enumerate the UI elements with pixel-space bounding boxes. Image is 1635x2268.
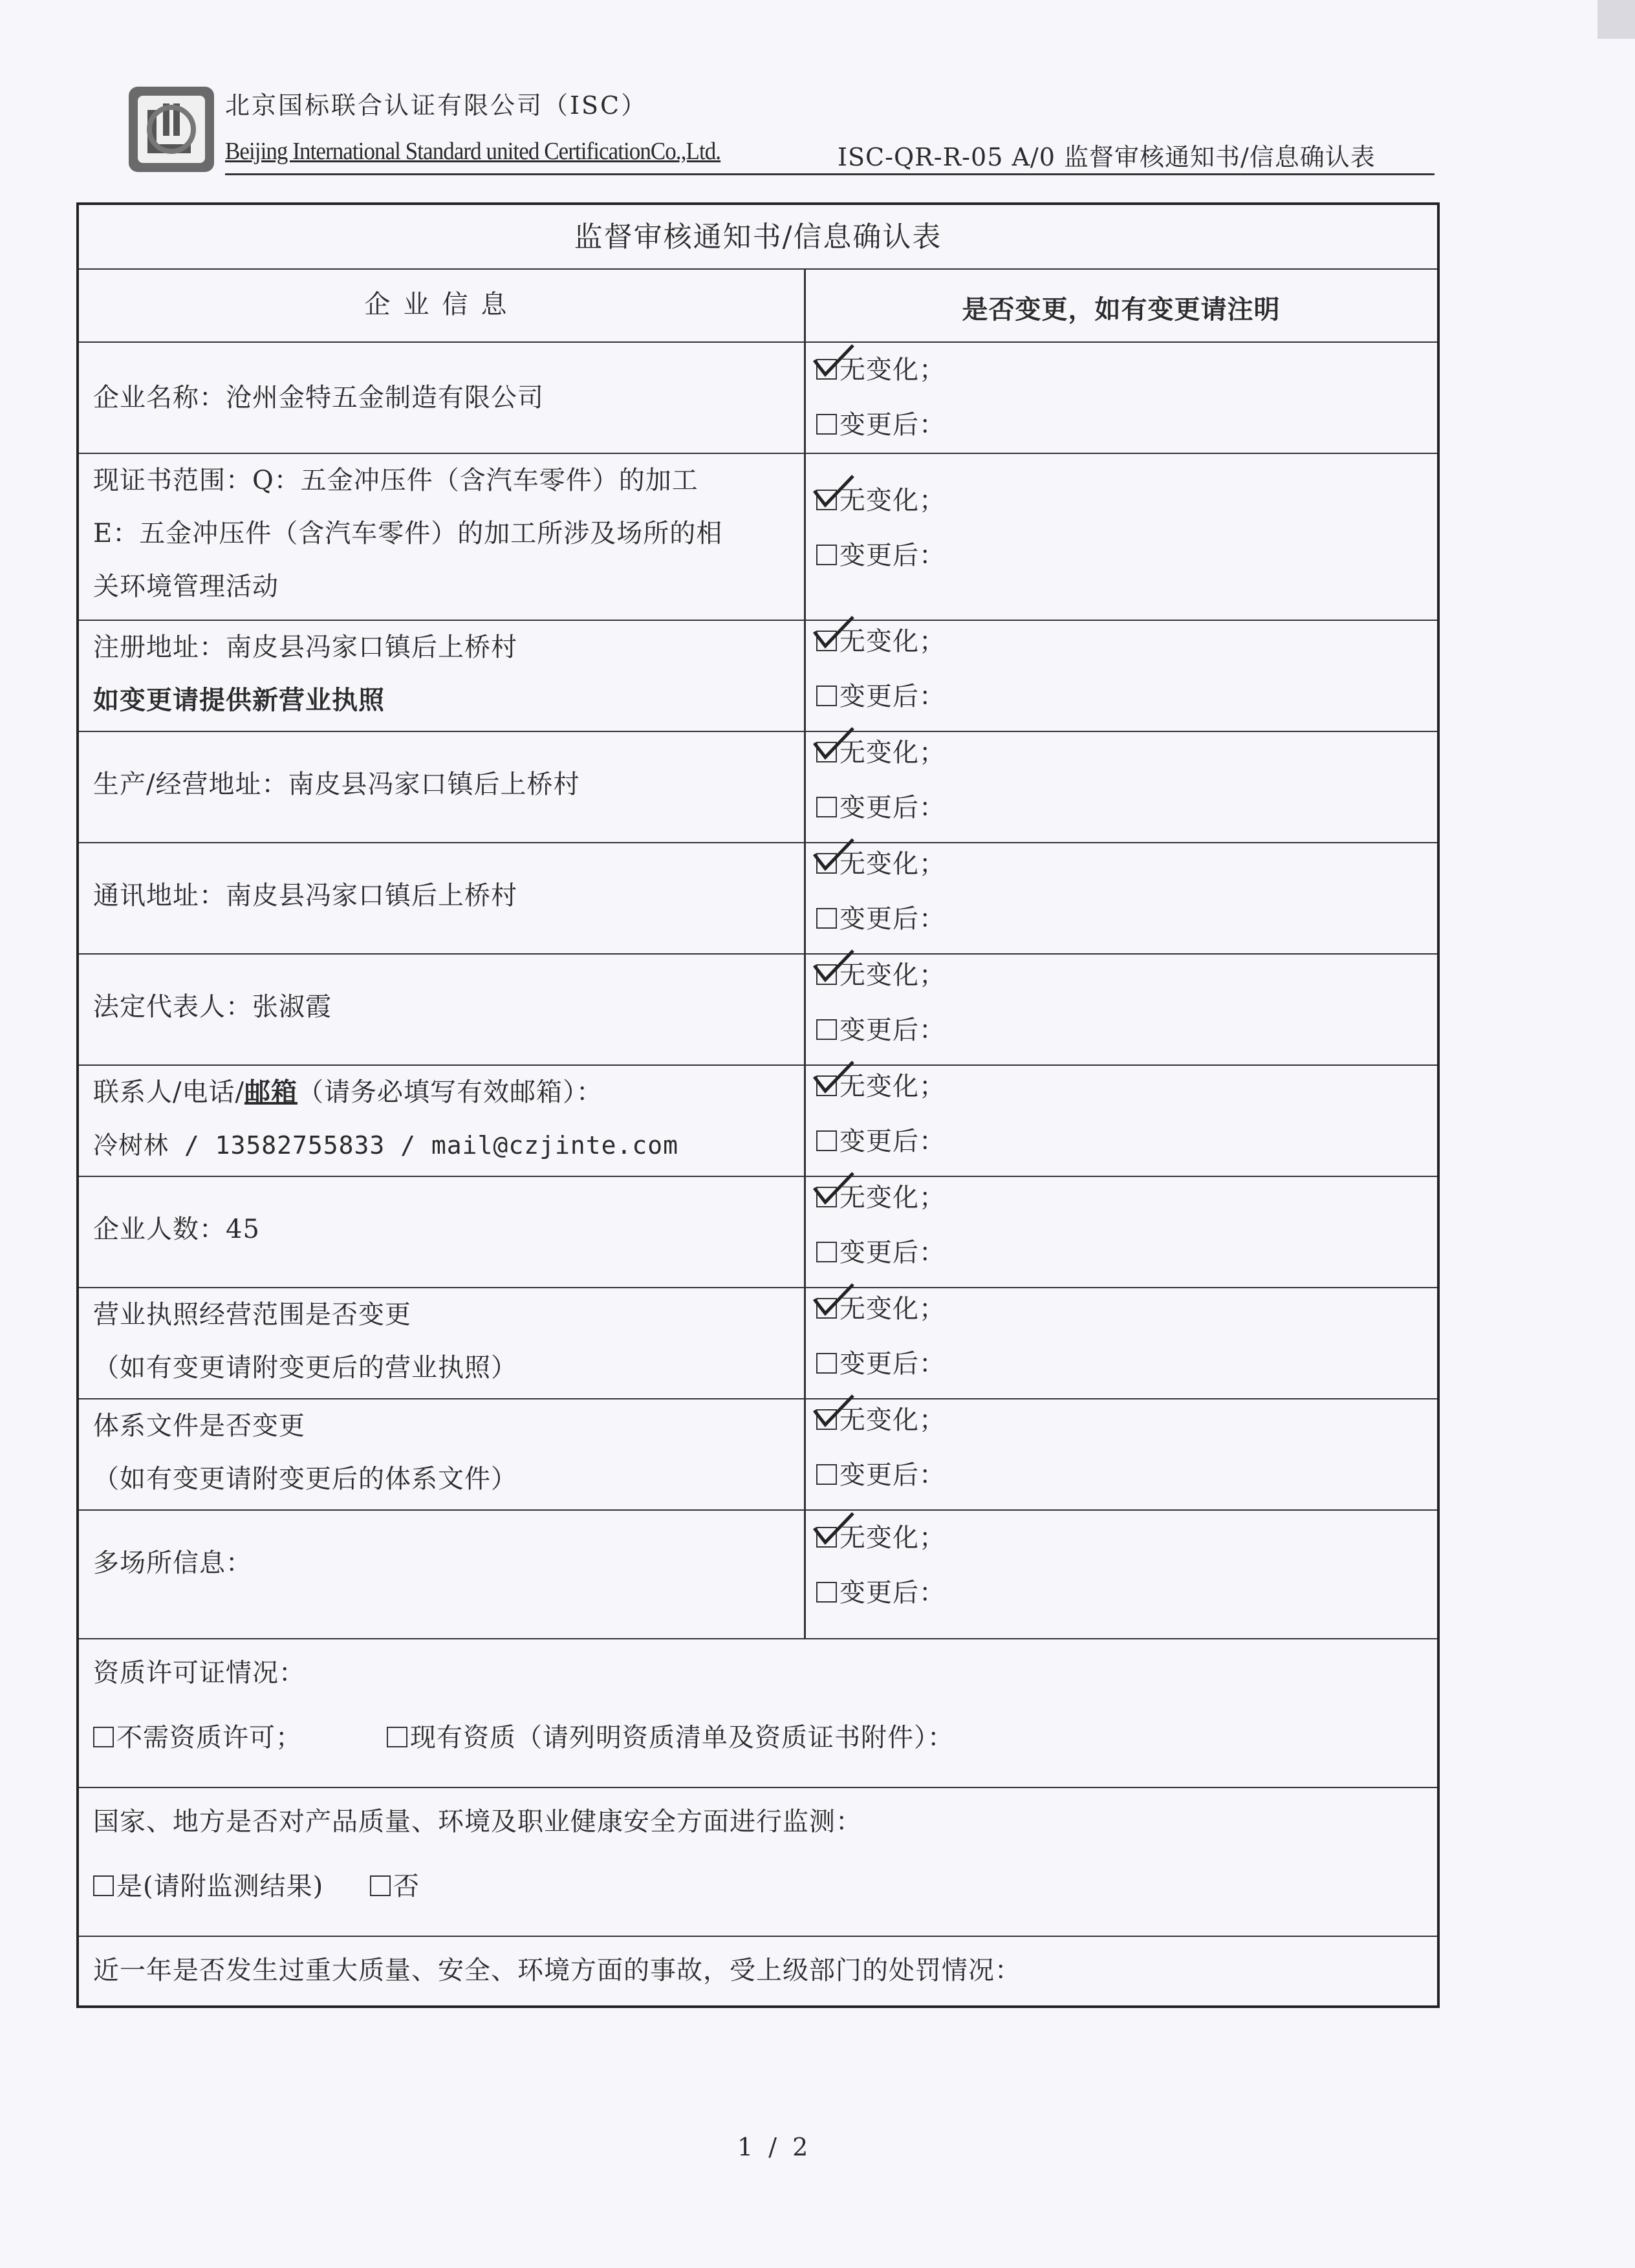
checkbox[interactable]	[816, 797, 837, 817]
checkbox[interactable]	[816, 1464, 837, 1485]
option-changed[interactable]: 变更后：	[816, 1572, 946, 1609]
isc-logo-icon	[126, 84, 217, 175]
certificate-scope-line-2: E：五金冲压件（含汽车零件）的加工所涉及场所的相	[93, 519, 723, 548]
monitoring-label: 国家、地方是否对产品质量、环境及职业健康安全方面进行监测：	[93, 1807, 862, 1837]
option-no-change[interactable]: 无变化；	[816, 480, 946, 517]
row-qualification	[79, 1639, 1437, 1788]
company-name-cn: 北京国标联合认证有限公司（ISC）	[225, 91, 648, 120]
checkmark-icon	[811, 342, 856, 381]
multi-site-label: 多场所信息：	[93, 1548, 252, 1578]
checkmark-icon	[811, 947, 856, 986]
registered-address-note: 如变更请提供新营业执照	[93, 685, 385, 715]
checkbox[interactable]	[816, 686, 837, 706]
checkmark-icon	[811, 1510, 856, 1549]
business-license-scope-label: 营业执照经营范围是否变更	[93, 1300, 411, 1330]
checkbox-checked[interactable]	[816, 1409, 837, 1430]
option-no-change[interactable]: 无变化；	[816, 1066, 946, 1103]
accidents-label: 近一年是否发生过重大质量、安全、环境方面的事故，受上级部门的处罚情况：	[93, 1956, 1021, 1985]
checkbox[interactable]	[387, 1727, 407, 1747]
checkmark-icon	[811, 1281, 856, 1320]
row-accidents	[79, 1937, 1437, 2005]
contact-value: 冷树林 / 13582755833 / mail@czjinte.com	[93, 1131, 678, 1160]
row-production-address	[79, 732, 1437, 843]
scan-edge	[1597, 0, 1635, 39]
option-monitoring-yes[interactable]: 是(请附监测结果)	[93, 1866, 323, 1903]
certificate-scope-line-1: 现证书范围：Q：五金冲压件（含汽车零件）的加工	[93, 466, 698, 495]
checkbox[interactable]	[816, 1019, 837, 1040]
production-address-label: 生产/经营地址：南皮县冯家口镇后上桥村	[93, 770, 580, 799]
option-monitoring-no[interactable]: 否	[370, 1866, 420, 1903]
page-number: 1 / 2	[737, 2133, 812, 2161]
checkbox-checked[interactable]	[816, 853, 837, 874]
checkmark-icon	[811, 1392, 856, 1431]
row-legal-representative	[79, 955, 1437, 1066]
row-registered-address	[79, 621, 1437, 732]
option-no-change[interactable]: 无变化；	[816, 1177, 946, 1214]
checkbox-checked[interactable]	[816, 1075, 837, 1096]
row-certificate-scope	[79, 454, 1437, 621]
business-license-scope-note: （如有变更请附变更后的营业执照）	[93, 1353, 517, 1383]
option-changed[interactable]: 变更后：	[816, 787, 946, 824]
checkmark-icon	[811, 1170, 856, 1209]
checkbox-checked[interactable]	[816, 964, 837, 985]
option-no-change[interactable]: 无变化；	[816, 1399, 946, 1436]
checkbox[interactable]	[816, 414, 837, 435]
checkmark-icon	[811, 1059, 856, 1097]
company-name-en: Beijing International Standard united CertificationCo.,Ltd.	[225, 138, 721, 165]
checkbox-checked[interactable]	[816, 1527, 837, 1548]
option-no-change[interactable]: 无变化；	[816, 349, 946, 386]
employee-count-label: 企业人数：45	[93, 1215, 260, 1244]
row-multi-site	[79, 1511, 1437, 1639]
option-changed[interactable]: 变更后：	[816, 1454, 946, 1491]
row-company-name	[79, 343, 1437, 454]
confirmation-form	[76, 202, 1440, 2008]
column-header-change-status: 是否变更，如有变更请注明	[805, 270, 1437, 343]
option-changed[interactable]: 变更后：	[816, 535, 946, 572]
option-no-change[interactable]: 无变化；	[816, 955, 946, 991]
checkbox-checked[interactable]	[816, 631, 837, 651]
checkmark-icon	[811, 836, 856, 875]
checkbox[interactable]	[816, 1582, 837, 1603]
checkbox[interactable]	[816, 908, 837, 929]
row-business-license-scope	[79, 1288, 1437, 1399]
registered-address-label: 注册地址：南皮县冯家口镇后上桥村	[93, 632, 517, 662]
option-existing-qualification[interactable]: 现有资质（请列明资质清单及资质证书附件）：	[387, 1717, 954, 1754]
option-no-qualification-required[interactable]: 不需资质许可；	[93, 1717, 302, 1754]
document-code: ISC-QR-R-05 A/0 监督审核通知书/信息确认表	[838, 143, 1376, 171]
row-mailing-address	[79, 843, 1437, 955]
checkmark-icon	[811, 725, 856, 764]
row-system-documents	[79, 1399, 1437, 1511]
company-name-label: 企业名称：沧州金特五金制造有限公司	[93, 383, 544, 413]
checkbox-checked[interactable]	[816, 742, 837, 762]
checkbox[interactable]	[816, 1353, 837, 1374]
column-header-company-info: 企业信息	[79, 270, 805, 343]
contact-label: 联系人/电话/邮箱（请务必填写有效邮箱）：	[93, 1077, 603, 1107]
option-no-change[interactable]: 无变化；	[816, 1517, 946, 1554]
option-no-change[interactable]: 无变化；	[816, 732, 946, 769]
row-contact	[79, 1066, 1437, 1177]
option-no-change[interactable]: 无变化；	[816, 621, 946, 658]
option-changed[interactable]: 变更后：	[816, 1343, 946, 1380]
certificate-scope-line-3: 关环境管理活动	[93, 572, 279, 601]
email-word: 邮箱	[244, 1077, 298, 1107]
system-documents-note: （如有变更请附变更后的体系文件）	[93, 1464, 517, 1494]
legal-representative-label: 法定代表人：张淑霞	[93, 992, 332, 1022]
form-title: 监督审核通知书/信息确认表	[79, 205, 1437, 270]
header-rule	[225, 173, 1435, 175]
option-changed[interactable]: 变更后：	[816, 1010, 946, 1046]
checkbox-checked[interactable]	[816, 1187, 837, 1207]
option-changed[interactable]: 变更后：	[816, 1121, 946, 1158]
checkbox[interactable]	[93, 1875, 114, 1896]
checkbox[interactable]	[370, 1875, 391, 1896]
option-changed[interactable]: 变更后：	[816, 404, 946, 441]
option-changed[interactable]: 变更后：	[816, 676, 946, 713]
row-employee-count	[79, 1177, 1437, 1288]
option-no-change[interactable]: 无变化；	[816, 843, 946, 880]
mailing-address-label: 通讯地址：南皮县冯家口镇后上桥村	[93, 881, 517, 911]
checkbox[interactable]	[816, 1130, 837, 1151]
checkbox-checked[interactable]	[816, 359, 837, 380]
checkbox[interactable]	[816, 545, 837, 565]
system-documents-label: 体系文件是否变更	[93, 1411, 305, 1441]
option-changed[interactable]: 变更后：	[816, 898, 946, 935]
qualification-label: 资质许可证情况：	[93, 1658, 305, 1688]
checkbox[interactable]	[816, 1242, 837, 1262]
checkbox-checked[interactable]	[816, 1298, 837, 1319]
checkmark-icon	[811, 614, 856, 653]
option-changed[interactable]: 变更后：	[816, 1232, 946, 1269]
checkbox-checked[interactable]	[816, 490, 837, 510]
option-no-change[interactable]: 无变化；	[816, 1288, 946, 1325]
checkbox[interactable]	[93, 1727, 114, 1747]
checkmark-icon	[811, 473, 856, 512]
row-monitoring	[79, 1788, 1437, 1937]
